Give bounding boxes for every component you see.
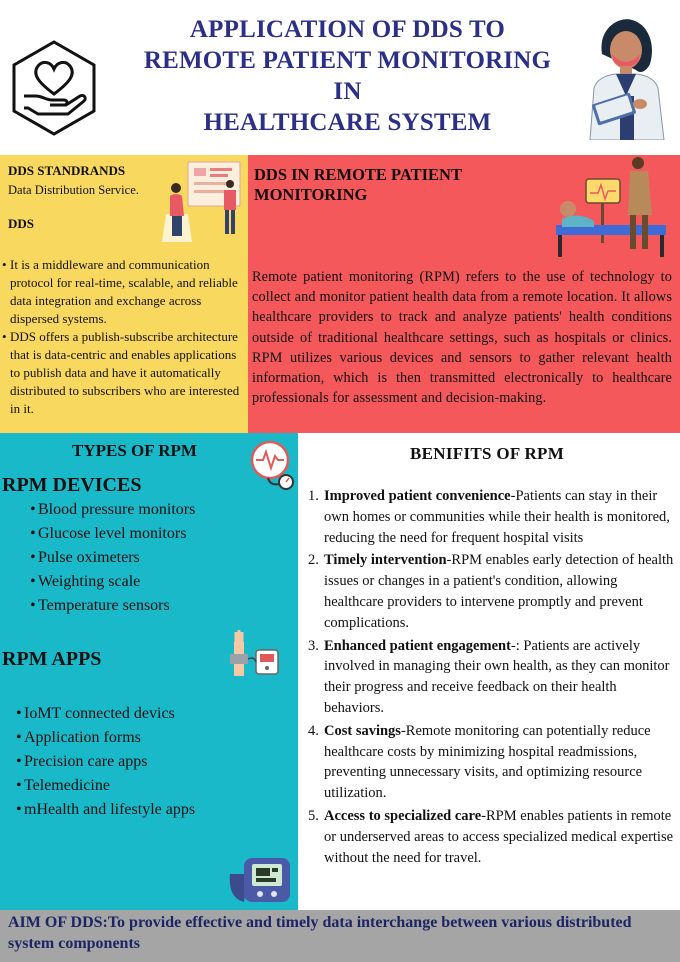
item-title: Improved patient convenience xyxy=(324,488,511,504)
dds-standards-heading: DDS STANDRANDS xyxy=(8,163,126,178)
item-text: -: Patients are actively involved in managing their own health, as they can monitor their progress and receive feedback on their health behaviors. xyxy=(324,637,670,716)
rpm-apps-heading: RPM APPS xyxy=(2,648,102,670)
benefits-heading: BENIFITS OF RPM xyxy=(410,444,565,463)
list-item: • Telemedicine xyxy=(16,774,286,798)
item-number: 1. xyxy=(308,488,319,504)
list-item: • IoMT connected devics xyxy=(16,702,286,726)
list-item: • Precision care apps xyxy=(16,750,286,774)
item-number: 3. xyxy=(308,637,319,654)
dds-heading: DDS xyxy=(8,216,35,231)
list-item xyxy=(308,550,678,633)
list-item xyxy=(308,636,678,719)
list-item: • Blood pressure monitors xyxy=(30,498,215,522)
rpm-devices-heading: RPM DEVICES xyxy=(2,474,142,496)
list-item xyxy=(308,806,678,868)
list-item xyxy=(308,486,678,548)
list-item: • Temperature sensors xyxy=(30,594,215,618)
item-title: Access to specialized care xyxy=(324,807,482,824)
dds-standards-text: Data Distribution Service. xyxy=(8,183,139,197)
item-title: Enhanced patient engagement xyxy=(324,637,511,654)
item-number: 5. xyxy=(308,807,319,824)
item-text: -RPM enables patients in remote or underserved areas to access specialized medical expertise without the need for travel. xyxy=(324,807,674,866)
benefits-list xyxy=(308,486,678,870)
title-line: APPLICATION OF DDS TO xyxy=(189,16,506,43)
heart-hand-logo-icon xyxy=(8,38,100,138)
list-item: • mHealth and lifestyle apps xyxy=(16,798,286,822)
list-item: • Pulse oximeters xyxy=(30,546,215,570)
doctor-illustration xyxy=(580,14,672,140)
title-line: HEALTHCARE SYSTEM xyxy=(203,109,492,136)
item-title: Cost savings xyxy=(324,722,401,739)
list-item xyxy=(308,721,678,804)
rpm-intro-paragraph: Remote patient monitoring (RPM) refers to the use of technology to collect and monitor patient health data from a remote location. It allows healthcare providers to track and analyze patients' health conditions outside of traditional healthcare settings, such as hospitals or clinics. RPM utilizes various devices and sensors to gather relevant health information, which is then transmitted electronically to healthcare professionals for assessment and decision-making. xyxy=(252,269,672,407)
item-text: -Patients can stay in their own homes or communities while their health is monitored, reducing the need for frequent hospital visits xyxy=(324,488,670,546)
list-item: • Weighting scale xyxy=(30,570,215,594)
item-title: Timely intervention xyxy=(324,552,447,569)
presentation-illustration xyxy=(158,158,248,242)
list-item: • Application forms xyxy=(16,726,286,750)
types-heading: TYPES OF RPM xyxy=(72,441,197,460)
page-title xyxy=(100,14,595,138)
pressure-cuff-icon xyxy=(226,626,280,678)
list-item: • Glucose level monitors xyxy=(30,522,215,546)
item-number: 2. xyxy=(308,552,319,569)
list-item: • DDS offers a publish-subscribe architecture that is data-centric and enables applications to publish data and have it automatically distributed to subscribers who are interested in it. xyxy=(2,328,248,418)
rpm-intro-heading: DDS IN REMOTE PATIENT MONITORING xyxy=(254,165,462,204)
heartbeat-gauge-icon xyxy=(248,438,300,492)
item-text: -RPM enables early detection of health issues or changes in a patient's condition, allowing healthcare providers to intervene promptly and prevent complications. xyxy=(324,552,674,631)
title-line: IN xyxy=(333,78,362,105)
rpm-apps-list xyxy=(16,702,286,822)
title-line: REMOTE PATIENT MONITORING xyxy=(143,47,552,74)
item-number: 4. xyxy=(308,722,319,739)
item-text: -Remote monitoring can potentially reduce healthcare costs by minimizing hospital readmissions, preventing unnecessary visits, and optimizing resource utilization. xyxy=(324,722,651,802)
dds-bullet-list xyxy=(2,256,248,418)
patient-monitor-illustration xyxy=(548,155,678,261)
aim-text: AIM OF DDS:To provide effective and timely data interchange between various distributed system components xyxy=(8,914,632,952)
bp-monitor-device-icon xyxy=(226,854,294,906)
list-item: • It is a middleware and communication protocol for real-time, scalable, and reliable data integration and exchange across dispersed systems. xyxy=(2,256,248,328)
rpm-devices-list xyxy=(30,498,215,618)
